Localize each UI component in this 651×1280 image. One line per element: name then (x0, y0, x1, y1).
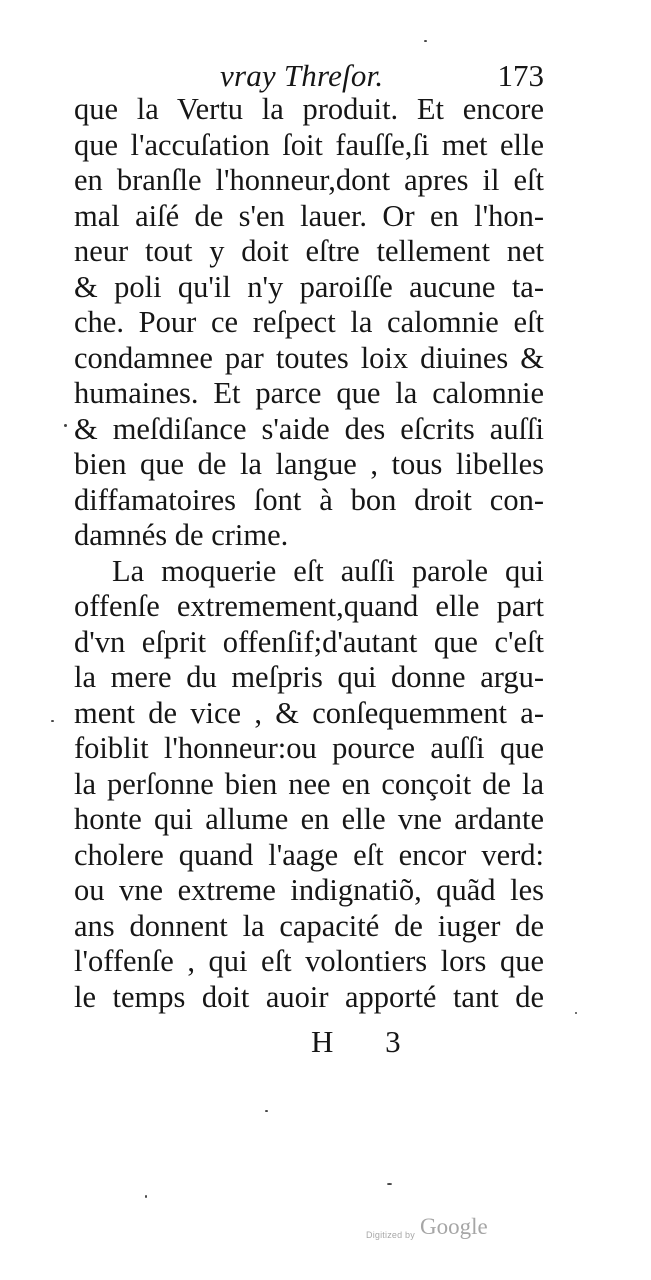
text-line: humaines. Et parce que la calomnie (74, 376, 544, 410)
text-line: que la Vertu la produit. Et encore (74, 92, 544, 126)
page-number: 173 (497, 58, 544, 93)
text-line: neur tout y doit eſtre tellement net (74, 234, 544, 268)
text-line: la perſonne bien nee en conçoit de la (74, 766, 544, 801)
scan-speck (575, 1012, 577, 1014)
signature-mark: H 3 (311, 1024, 423, 1059)
scan-speck (51, 720, 54, 722)
paragraph-end-line: damnés de crime. (74, 518, 289, 552)
text-line: ment de vice , & conſequemment a- (74, 695, 544, 730)
scan-speck (387, 1183, 392, 1185)
text-line: honte qui allume en elle vne ardante (74, 802, 544, 836)
text-line: ou vne extreme indignatiõ, quãd les (74, 873, 544, 907)
text-line: che. Pour ce reſpect la calomnie eſt (74, 305, 544, 339)
text-line: condamnee par toutes loix diuines & (74, 340, 544, 375)
text-line: foiblit l'honneur:ou pource auſſi que (74, 731, 544, 765)
scan-speck (424, 40, 427, 42)
text-line: l'offenſe , qui eſt volontiers lors que (74, 944, 544, 978)
text-line: & meſdiſance s'aide des eſcrits auſſi (74, 411, 544, 446)
google-watermark (366, 1214, 506, 1248)
google-logo: Google (420, 1214, 488, 1239)
text-line: en branſle l'honneur,dont apres il eſt (74, 163, 544, 197)
running-head (74, 56, 544, 96)
text-line: ans donnent la capacité de iuger de (74, 908, 544, 943)
digitized-by-label: Digitized by (366, 1230, 415, 1240)
text-line: la mere du meſpris qui donne argu- (74, 660, 544, 694)
scan-speck (265, 1110, 268, 1112)
text-line: que l'accuſation ſoit fauſſe,ſi met elle (74, 127, 544, 162)
text-line: offenſe extremement,quand elle part (74, 589, 544, 623)
text-line: diffamatoires ſont à bon droit con- (74, 482, 544, 517)
paragraph-start-line: La moquerie eſt auſſi parole qui (112, 553, 544, 588)
text-line: cholere quand l'aage eſt encor verd: (74, 837, 544, 872)
text-line: mal aiſé de s'en lauer. Or en l'hon- (74, 198, 544, 233)
text-line: d'vn eſprit offenſif;d'autant que c'eſt (74, 624, 544, 659)
body-text (74, 92, 544, 1015)
text-line: & poli qu'il n'y paroiſſe aucune ta- (74, 269, 544, 304)
text-line: le temps doit auoir apporté tant de (74, 979, 544, 1014)
running-title: vray Threſor. (220, 58, 384, 93)
scan-speck (64, 424, 67, 427)
scan-speck (145, 1195, 147, 1198)
text-line: bien que de la langue , tous libelles (74, 447, 544, 481)
